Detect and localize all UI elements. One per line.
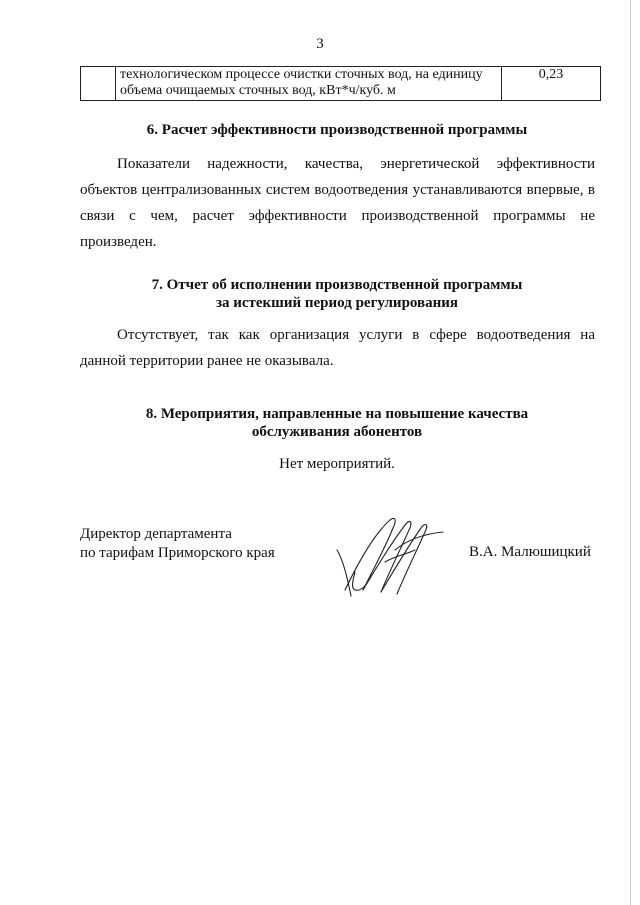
signatory-position — [80, 525, 275, 563]
table-cell-value: 0,23 — [502, 67, 601, 101]
section7-line1: Отсутствует, так как организация услуги в сфере водоотведения на — [117, 327, 595, 343]
section8-text: Нет мероприятий. — [279, 456, 395, 472]
section6-heading: 6. Расчет эффективности производственной программы — [146, 122, 528, 138]
section7-heading-line2: за истекший период регулирования — [215, 295, 459, 311]
section6-line2: объектов централизованных систем водоотведения устанавливаются впервые, в — [80, 182, 595, 198]
section8-heading — [0, 405, 640, 441]
section7-paragraph — [80, 322, 595, 374]
section6-line1: Показатели надежности, качества, энергетической эффективности — [117, 156, 595, 172]
table-cell-description-line2: объема очищаемых сточных вод, кВт*ч/куб. м — [120, 83, 396, 98]
signatory-position-line2: по тарифам Приморского края — [80, 545, 275, 561]
indicator-table — [80, 66, 601, 101]
section7-heading-line1: 7. Отчет об исполнении производственной программы — [151, 277, 523, 293]
table-cell-index — [81, 67, 116, 101]
handwritten-signature — [335, 510, 450, 600]
page-number: 3 — [316, 36, 324, 52]
table-row — [81, 67, 601, 101]
section7-line2: данной территории ранее не оказывала. — [80, 353, 334, 369]
section8-heading-line1: 8. Мероприятия, направленные на повышение качества — [145, 406, 529, 422]
signatory-name: В.А. Малюшицкий — [469, 544, 591, 560]
section6-paragraph — [80, 151, 595, 255]
section7-heading — [0, 276, 640, 312]
signatory-position-line1: Директор департамента — [80, 526, 232, 542]
table-cell-description-line1: технологическом процессе очистки сточных вод, на единицу — [120, 67, 483, 82]
section8-heading-line2: обслуживания абонентов — [251, 424, 423, 440]
section6-line3: связи с чем, расчет эффективности производственной программы не — [80, 208, 595, 224]
table-cell-description — [116, 67, 502, 101]
section6-line4: произведен. — [80, 234, 157, 250]
